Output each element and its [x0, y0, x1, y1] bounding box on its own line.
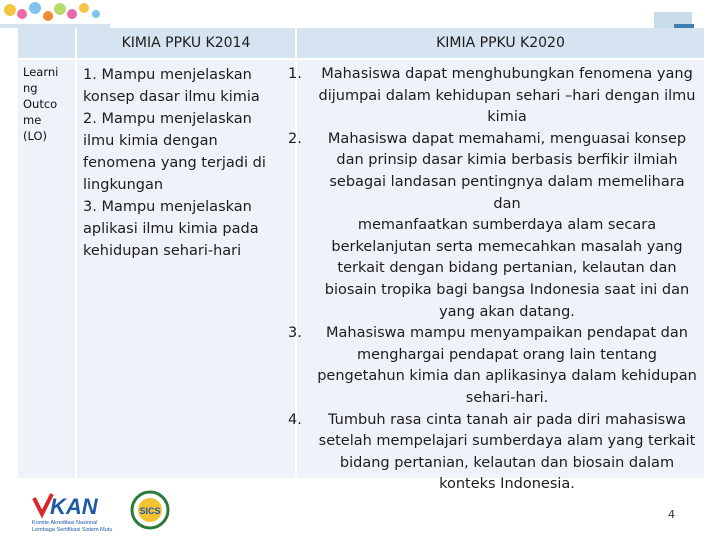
- sics-logo-icon: [130, 490, 170, 530]
- kan-logo-icon: [30, 490, 130, 535]
- k2014-outcomes: [83, 64, 273, 262]
- k2014-line: 1. Mampu menjelaskan: [83, 67, 252, 83]
- k2020-line: menghargai pendapat orang lain tentang: [357, 346, 657, 363]
- learning-outcome-label: [23, 64, 73, 144]
- kan-logo-text: KAN: [50, 494, 98, 519]
- k2020-line: setelah mempelajari sumberdaya alam yang terkait: [318, 433, 696, 450]
- k2020-line: berkelanjutan serta memecahkan masalah yang: [331, 238, 683, 255]
- k2020-line: dijumpai dalam kehidupan sehari –hari dengan ilmu: [318, 87, 696, 104]
- k2020-line: yang akan datang.: [439, 303, 575, 320]
- page-number: 4: [668, 508, 675, 521]
- lo-label-line: me: [23, 113, 42, 127]
- k2020-item: [288, 410, 700, 496]
- lo-label-line: ng: [23, 81, 38, 95]
- k2014-line: konsep dasar ilmu kimia: [83, 89, 260, 105]
- k2014-line: 3. Mampu menjelaskan: [83, 199, 252, 215]
- k2020-line: dan prinsip dasar kimia berbasis berfikir ilmiah: [336, 152, 678, 169]
- k2020-line: memanfaatkan sumberdaya alam secara: [357, 217, 657, 234]
- k2020-item: [288, 129, 700, 323]
- kan-logo-subtitle: Lembaga Sertifikasi Sistem Mutu: [32, 527, 113, 533]
- header-cell-empty: [18, 28, 75, 58]
- k2020-line: terkait dengan bidang pertanian, kelautan dan: [337, 260, 677, 277]
- k2020-line: pengetahun kimia dan aplikasinya dalam kehidupan: [317, 368, 697, 385]
- k2014-line: fenomena yang terjadi di: [83, 155, 266, 171]
- k2020-item-text: [314, 323, 700, 409]
- k2020-line: Mahasiswa dapat memahami, menguasai konsep: [327, 130, 687, 147]
- k2020-line: Mahasiswa mampu menyampaikan pendapat dan: [326, 325, 688, 342]
- header-k2020: KIMIA PPKU K2020: [297, 28, 704, 58]
- k2014-line: kehidupan sehari-hari: [83, 243, 242, 259]
- k2014-line: ilmu kimia dengan: [83, 133, 218, 149]
- k2020-line: kimia: [487, 109, 527, 126]
- k2020-item: [288, 64, 700, 129]
- lo-label-line: Learni: [23, 65, 59, 79]
- k2014-line: 2. Mampu menjelaskan: [83, 111, 252, 127]
- floral-decoration-icon: [0, 0, 110, 30]
- k2020-item-number: 2.: [288, 130, 302, 147]
- header-k2014: KIMIA PPKU K2014: [77, 28, 295, 58]
- k2020-line: bidang pertanian, kelautan dan biosain dalam: [339, 454, 675, 471]
- lo-label-line: Outco: [23, 97, 58, 111]
- k2020-line: sehari-hari.: [465, 389, 549, 406]
- k2020-item-number: 1.: [288, 66, 302, 82]
- k2020-item-text: [314, 129, 700, 323]
- sics-logo-text: SICS: [139, 506, 161, 516]
- kan-logo-subtitle: Komite Akreditasi Nasional: [32, 520, 98, 526]
- k2020-line: sebagai landasan pentingnya dalam memelihara dan: [329, 173, 685, 212]
- k2020-item: [288, 323, 700, 409]
- k2020-item-number: 3.: [288, 325, 302, 342]
- k2014-line: lingkungan: [83, 177, 164, 193]
- k2020-line: Mahasiswa dapat menghubungkan fenomena yang: [321, 66, 693, 82]
- lo-label-line: (LO): [23, 129, 48, 143]
- k2020-line: biosain tropika bagi bangsa Indonesia saat ini dan: [324, 281, 690, 298]
- k2014-line: aplikasi ilmu kimia pada: [83, 221, 259, 237]
- k2020-item-number: 4.: [288, 411, 302, 428]
- k2020-item-text: [314, 64, 700, 129]
- k2020-line: konteks Indonesia.: [439, 476, 575, 493]
- k2020-outcomes: [288, 64, 700, 496]
- k2020-item-text: [314, 410, 700, 496]
- k2020-line: Tumbuh rasa cinta tanah air pada diri mahasiswa: [328, 411, 686, 428]
